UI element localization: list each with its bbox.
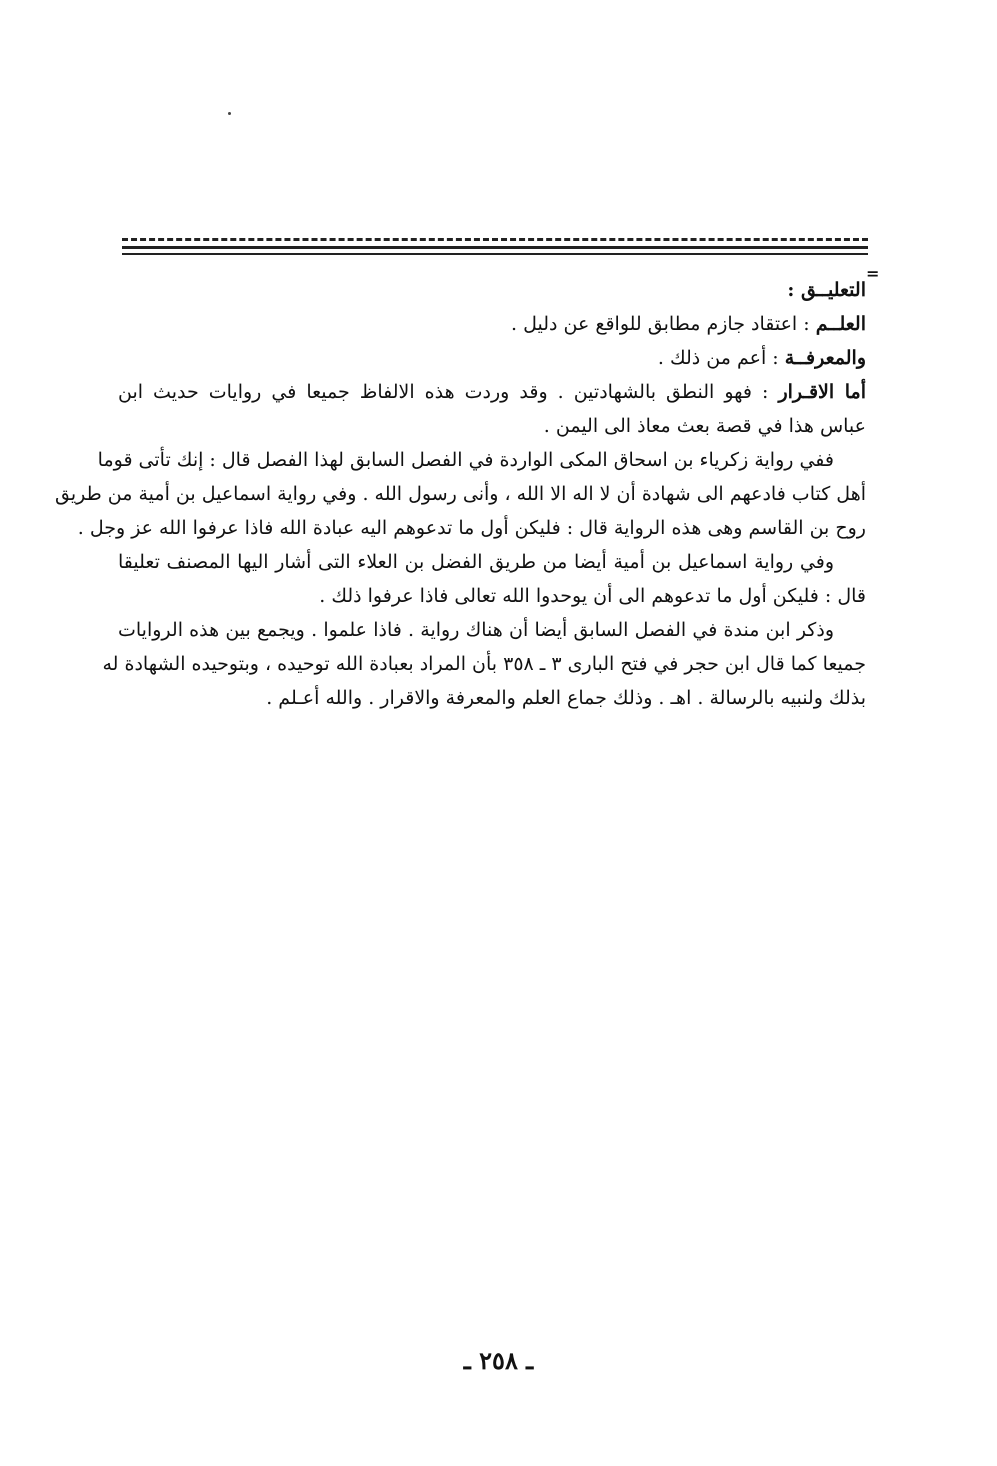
text-line: عباس هذا في قصة بعث معاذ الى اليمن . — [543, 415, 866, 437]
definition-affirmation — [118, 375, 866, 409]
text-line: وفي رواية اسماعيل بن أمية أيضا من طريق الفضل بن العلاء التى أشار اليها المصنف تعليقا — [118, 551, 834, 573]
commentary-heading: التعليــق : — [787, 279, 866, 301]
text-line: ففي رواية زكرياء بن اسحاق المكى الواردة في الفصل السابق لهذا الفصل قال : إنك تأتى قوما — [97, 449, 834, 471]
definition-cognition — [118, 341, 866, 375]
text-line: قال : فليكن أول ما تدعوهم الى أن يوحدوا الله تعالى فاذا عرفوا ذلك . — [319, 585, 866, 607]
definition-affirmation-text: : فهو النطق بالشهادتين . وقد وردت هذه الالفاظ جميعا في روايات حديث ابن — [118, 381, 779, 403]
separator-dashed-rule — [122, 238, 868, 241]
text-line: بذلك ولنبيه بالرسالة . اهـ . وذلك جماع العلم والمعرفة والاقرار . والله أعـلم . — [266, 687, 866, 709]
text-line: جميعا كما قال ابن حجر في فتح البارى ٣ ـ ٣٥٨ بأن المراد بعبادة الله توحيده ، وبتوحيده الشهادة له — [102, 653, 866, 675]
term-knowledge: العلــم — [815, 313, 866, 335]
text-line: روح بن القاسم وهى هذه الرواية قال : فليكن أول ما تدعوهم اليه عبادة الله فاذا عرفوا الله عز وجل . — [77, 517, 866, 539]
text-line: أهل كتاب فادعهم الى شهادة أن لا اله الا الله ، وأنى رسول الله . وفي رواية اسماعيل بن أمية من طريق — [55, 483, 866, 505]
term-cognition: والمعرفــة — [784, 347, 866, 369]
footnote-continuation-mark: = — [866, 264, 880, 283]
commentary-block — [55, 273, 866, 715]
definition-cognition-text: : أعم من ذلك . — [657, 347, 785, 369]
definition-knowledge — [118, 307, 866, 341]
definition-knowledge-text: : اعتقاد جازم مطابق للواقع عن دليل . — [511, 313, 816, 335]
separator-rule-thick — [122, 246, 868, 249]
text-line: وذكر ابن مندة في الفصل السابق أيضا أن هناك رواية . فاذا علموا . ويجمع بين هذه الروايات — [118, 619, 834, 641]
scan-speck — [228, 112, 231, 115]
page-number: ـ ٢٥٨ ـ — [463, 1346, 534, 1375]
separator-rule-thin — [122, 253, 868, 255]
term-affirmation: أما الاقـرار — [778, 381, 866, 403]
